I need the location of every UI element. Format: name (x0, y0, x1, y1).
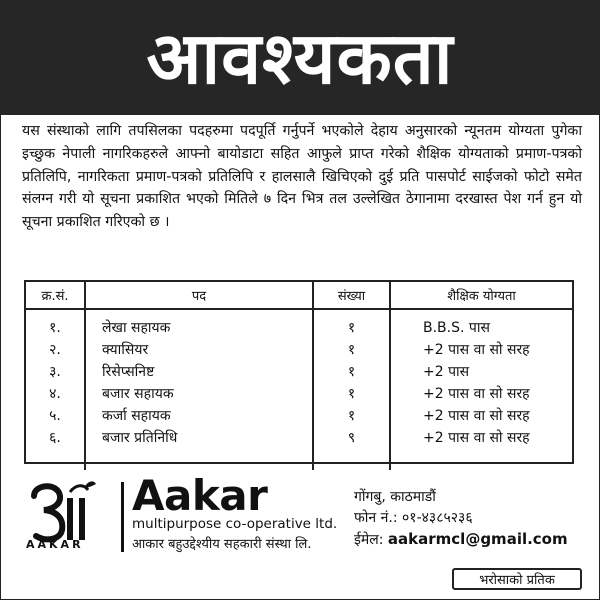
contact-block (354, 487, 568, 551)
tagline-badge: भरोसाको प्रतिक (452, 568, 582, 590)
spacer-cell (85, 448, 313, 470)
row-qualification (390, 360, 572, 382)
header-post: पद (85, 282, 313, 309)
row-qualification (390, 426, 572, 448)
vacancy-table-box (24, 280, 574, 464)
row-post (85, 338, 313, 360)
row-qualification-text: +2 पास वा सो सरह (423, 341, 530, 358)
table-row (26, 426, 572, 448)
email-line (354, 529, 568, 551)
row-count: ९ (313, 426, 390, 448)
row-count: १ (313, 404, 390, 426)
notice-title: आवश्यकता (146, 15, 454, 100)
row-post-text: रिसेप्सनिष्ट (102, 363, 155, 380)
email-link[interactable]: aakarmcl@gmail.com (387, 530, 568, 548)
logo-caption: AAKAR (26, 538, 84, 551)
row-post (85, 360, 313, 382)
row-post-text: क्यासियर (102, 341, 149, 358)
row-count: १ (313, 360, 390, 382)
row-qualification-text: +2 पास वा सो सरह (423, 407, 530, 424)
row-post (85, 404, 313, 426)
phone-text: फोन नं.: ०१-४३८५२३६ (354, 510, 473, 526)
row-post-text: बजार प्रतिनिधि (102, 429, 178, 446)
title-banner (0, 0, 600, 115)
org-brand (132, 471, 338, 554)
address-text: गोंगबु, काठमाडौं (354, 489, 436, 505)
table-header-row (26, 282, 572, 309)
org-subtitle: multipurpose co-operative ltd. (132, 516, 338, 532)
table-row (26, 338, 572, 360)
row-sn: ६. (26, 426, 85, 448)
table-spacer-row (26, 448, 572, 470)
table-row (26, 309, 572, 338)
vacancy-table (26, 282, 572, 470)
row-sn: ३. (26, 360, 85, 382)
row-count: १ (313, 338, 390, 360)
row-sn: २. (26, 338, 85, 360)
org-name: Aakar (132, 471, 268, 520)
intro-paragraph: यस संस्थाको लागि तपसिलका पदहरुमा पदपूर्ति गर्नुपर्ने भएकोले देहाय अनुसारको न्यूनतम योग्यता पुगेका इच्छुक नेपाली नागरिकहरुले आफ्नो बायोडाटा सहित आफुले प्राप्त गरेको शैक्षिक योग्यताको प्रमाण-पत्रको प्रतिलिपि, नागरिकता प्रमाण-पत्रको प्रतिलिपि र हालसालै खिचिएको दुई प्रति पासपोर्ट साईजको फोटो समेत संलग्न गरी यो सूचना प्रकाशित भएको मितिले ७ दिन भित्र तल उल्लेखित ठेगानामा दरखास्त पेश गर्न हुन यो सूचना प्रकाशित गरिएको छ । (22, 123, 582, 231)
row-count: १ (313, 382, 390, 404)
spacer-cell (313, 448, 390, 470)
row-post-text: बजार सहायक (102, 385, 174, 402)
row-count: १ (313, 309, 390, 338)
row-qualification (390, 309, 572, 338)
logo-divider (121, 482, 124, 552)
row-post-text: कर्जा सहायक (102, 407, 171, 424)
spacer-cell (390, 448, 572, 470)
spacer-cell (26, 448, 85, 470)
table-row (26, 360, 572, 382)
header-count: संख्या (313, 282, 390, 309)
table-row (26, 382, 572, 404)
header-sn: क्र.सं. (26, 282, 85, 309)
row-qualification-text: B.B.S. पास (423, 319, 490, 336)
row-post (85, 309, 313, 338)
row-qualification-text: +2 पास वा सो सरह (423, 385, 530, 402)
row-post (85, 382, 313, 404)
row-sn: १. (26, 309, 85, 338)
row-qualification-text: +2 पास वा सो सरह (423, 429, 530, 446)
row-sn: ४. (26, 382, 85, 404)
row-post (85, 426, 313, 448)
row-post-text: लेखा सहायक (102, 319, 171, 336)
row-qualification (390, 338, 572, 360)
row-qualification (390, 382, 572, 404)
row-qualification-text: +2 पास (423, 363, 470, 380)
email-label: ईमेल: (354, 532, 384, 548)
table-row (26, 404, 572, 426)
row-qualification (390, 404, 572, 426)
header-qualification: शैक्षिक योग्यता (390, 282, 572, 309)
org-nepali-name: आकार बहुउद्देश्यीय सहकारी संस्था लि. (132, 537, 312, 552)
row-sn: ५. (26, 404, 85, 426)
